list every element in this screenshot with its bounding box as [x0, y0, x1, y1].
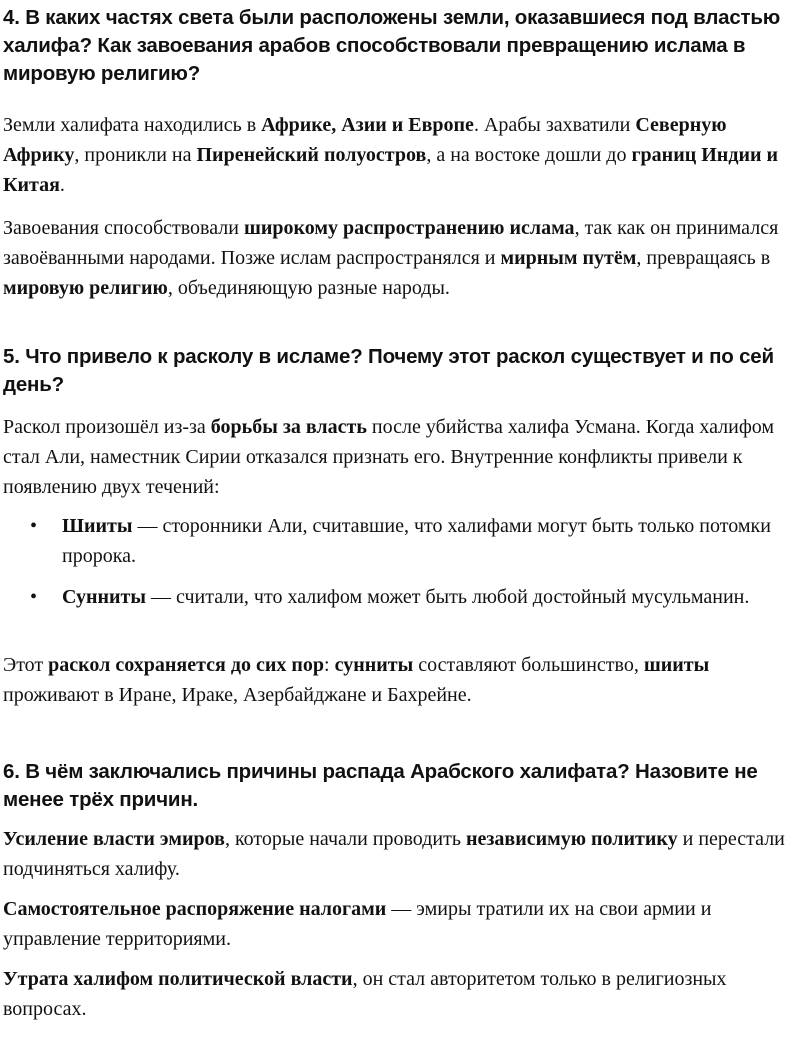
bold-text: борьбы за власть	[210, 416, 367, 438]
question-heading: 6. В чём заключались причины распада Арабского халифата? Назовите не менее трёх причин.	[3, 760, 758, 811]
text-run: , он стал авторитетом только в религиозных вопросах.	[3, 968, 727, 1020]
text-run: — сторонники Али, считавшие, что халифами могут быть только потомки пророка.	[62, 515, 771, 567]
list-item-text	[62, 511, 800, 571]
answer-paragraph	[3, 110, 800, 200]
text-run: после убийства халифа Усмана. Когда халифом стал Али, наместник Сирии отказался признать его. Внутренние конфликты привели к появлению двух течений:	[3, 416, 775, 498]
text-run: и перестали подчиняться халифу.	[3, 828, 785, 880]
bold-text: независимую политику	[465, 828, 678, 850]
text-run: Раскол произошёл из-за	[3, 416, 211, 438]
text-run: , а на востоке дошли до	[426, 144, 632, 166]
bullet-icon: •	[30, 515, 38, 537]
text-run: , так как он принимался завоёванными народами. Позже ислам распространялся и	[3, 217, 779, 269]
text-run: — эмиры тратили их на свои армии и управление территориями.	[3, 898, 712, 950]
text-run: проживают в Иране, Ираке, Азербайджане и Бахрейне.	[3, 684, 472, 706]
question-heading: 5. Что привело к расколу в исламе? Почему этот раскол существует и по сей день?	[3, 345, 774, 396]
answer-paragraph	[3, 964, 800, 1024]
bullet-icon: •	[30, 586, 38, 608]
bold-text: сунниты	[334, 654, 414, 676]
text-run: Завоевания способствовали	[3, 217, 244, 239]
bold-text: Усиление власти эмиров	[3, 828, 225, 850]
text-run: , проникли на	[74, 144, 197, 166]
text-run: .	[59, 174, 65, 196]
bold-text: Сунниты	[62, 586, 146, 608]
answer-paragraph	[3, 412, 800, 502]
text-run: , объединяющую разные народы.	[167, 277, 450, 299]
answer-paragraph	[3, 213, 800, 303]
answer-paragraph	[3, 894, 800, 954]
bold-text: Африке, Азии и Европе	[261, 114, 474, 136]
text-run: Этот	[3, 654, 49, 676]
bold-text: Пиренейский полуостров	[196, 144, 427, 166]
bold-text: мировую религию	[3, 277, 168, 299]
bold-text: Северную Африку	[3, 114, 727, 166]
bold-text: Шииты	[62, 515, 133, 537]
bold-text: шииты	[643, 654, 710, 676]
bold-text: границ Индии и Китая	[3, 144, 779, 196]
list-item-text	[62, 582, 800, 612]
bold-text: Самостоятельное распоряжение налогами	[3, 898, 387, 920]
bold-text: Утрата халифом политической власти	[3, 968, 353, 990]
bold-text: мирным путём	[500, 247, 637, 269]
answer-paragraph	[3, 650, 800, 710]
list-item	[30, 511, 800, 571]
question-heading: 4. В каких частях света были расположены земли, оказавшиеся под властью халифа? Как завоевания арабов способствовали превращению ислама в мировую религию?	[3, 6, 781, 85]
list-item	[30, 582, 800, 612]
text-run: , превращаясь в	[636, 247, 771, 269]
text-run: :	[324, 654, 335, 676]
text-run: составляют большинство,	[413, 654, 644, 676]
text-run: Земли халифата находились в	[3, 114, 262, 136]
text-run: , которые начали проводить	[224, 828, 466, 850]
bold-text: широкому распространению ислама	[243, 217, 575, 239]
text-run: — считали, что халифом может быть любой достойный мусульманин.	[145, 586, 750, 608]
bold-text: раскол сохраняется до сих пор	[48, 654, 325, 676]
answer-paragraph	[3, 824, 800, 884]
text-run: . Арабы захватили	[473, 114, 636, 136]
